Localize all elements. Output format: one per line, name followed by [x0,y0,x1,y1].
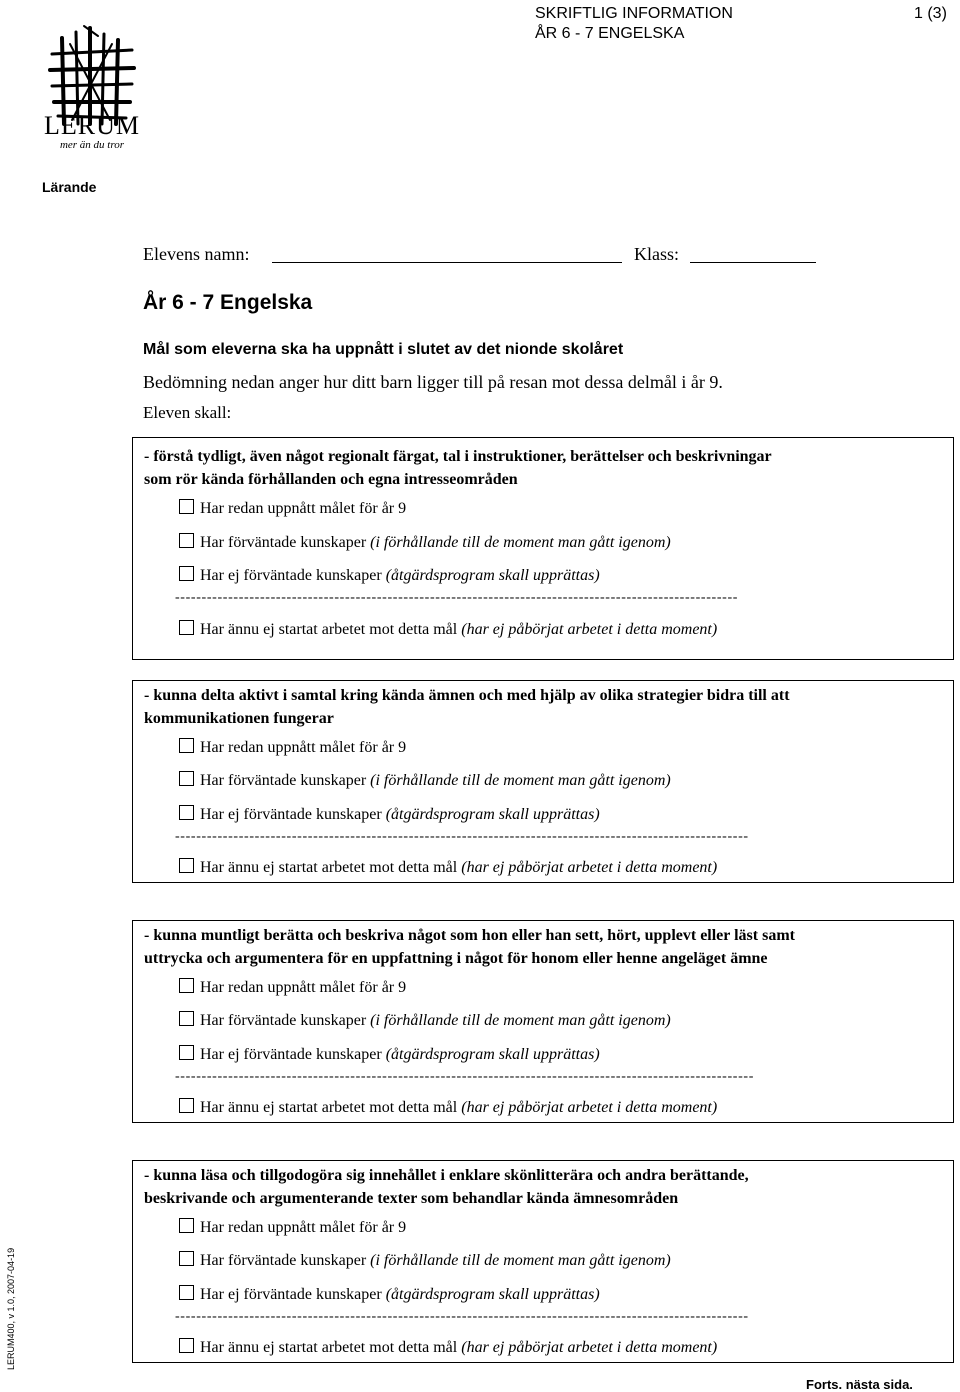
option-label: Har ännu ej startat arbetet mot detta mål [200,1099,458,1116]
option-label: Har redan uppnått målet för år 9 [200,1219,407,1236]
checkbox[interactable] [179,738,194,753]
option-label: Har ej förväntade kunskaper [200,1286,382,1303]
goal-box [132,680,954,883]
header-subject: ÅR 6 - 7 ENGELSKA [535,25,685,42]
option-not-expected[interactable] [179,1045,600,1064]
option-label: Har ej förväntade kunskaper [200,806,382,823]
option-label: Har ej förväntade kunskaper [200,567,382,584]
option-note: (har ej påbörjat arbetet i detta moment) [461,1339,718,1356]
goal-text-line: - kunna delta aktivt i samtal kring kända ämnen och med hjälp av olika strategier bidra till att [144,687,790,704]
option-label: Har ännu ej startat arbetet mot detta mål [200,1339,458,1356]
checkbox[interactable] [179,1011,194,1026]
option-reached[interactable] [179,499,406,518]
class-field[interactable] [690,262,816,263]
goal-text-line: - förstå tydligt, även något regionalt färgat, tal i instruktioner, berättelser och beskrivningar [144,448,772,465]
checkbox[interactable] [179,1045,194,1060]
checkbox[interactable] [179,1338,194,1353]
page-number: 1 (3) [914,5,947,22]
goal-text [144,445,949,491]
separator: ---------------------------------------------------------------------------------------------------------- [175,590,739,605]
goal-text-line: - kunna läsa och tillgodogöra sig innehållet i enklare skönlitterära och andra berättande, [144,1167,749,1184]
student-name-label: Elevens namn: [143,244,250,264]
checkbox[interactable] [179,1218,194,1233]
option-label: Har förväntade kunskaper [200,772,367,789]
goal-text-line: - kunna muntligt berätta och beskriva något som hon eller han sett, hört, upplevt eller läst samt [144,927,795,944]
goal-text-line: som rör kända förhållanden och egna intresseområden [144,471,518,488]
checkbox[interactable] [179,533,194,548]
option-label: Har ännu ej startat arbetet mot detta mål [200,621,458,638]
option-note: (i förhållande till de moment man gått igenom) [370,1012,671,1029]
checkbox[interactable] [179,805,194,820]
option-reached[interactable] [179,1218,406,1237]
option-note: (har ej påbörjat arbetet i detta moment) [461,859,718,876]
option-expected[interactable] [179,1251,671,1270]
option-not-expected[interactable] [179,805,600,824]
option-label: Har ej förväntade kunskaper [200,1046,382,1063]
goal-box [132,1160,954,1363]
goal-text [144,1164,949,1210]
checkbox[interactable] [179,1098,194,1113]
assessment-note: Bedömning nedan anger hur ditt barn ligger till på resan mot dessa delmål i år 9. [143,372,723,392]
checkbox[interactable] [179,620,194,635]
option-reached[interactable] [179,978,406,997]
form-version-note: LERUM400, v 1.0, 2007-04-19 [6,1247,16,1370]
goal-text [144,684,949,730]
option-expected[interactable] [179,533,671,552]
checkbox[interactable] [179,1285,194,1300]
header-doc-type: SKRIFTLIG INFORMATION [535,5,733,22]
checkbox[interactable] [179,858,194,873]
option-not-expected[interactable] [179,566,600,585]
goal-text-line: beskrivande och argumenterande texter som behandlar kända ämnesområden [144,1190,679,1207]
student-shall-label: Eleven skall: [143,403,232,422]
checkbox[interactable] [179,566,194,581]
option-label: Har förväntade kunskaper [200,1012,367,1029]
option-not-started[interactable] [179,1098,717,1117]
goal-text-line: uttrycka och argumentera för en uppfattning i något för honom eller henne angeläget ämne [144,950,768,967]
option-note: (har ej påbörjat arbetet i detta moment) [461,1099,718,1116]
option-expected[interactable] [179,1011,671,1030]
option-note: (åtgärdsprogram skall upprättas) [385,567,600,584]
page-title: År 6 - 7 Engelska [143,291,313,314]
class-label: Klass: [634,244,679,264]
checkbox[interactable] [179,771,194,786]
option-note: (åtgärdsprogram skall upprättas) [385,1286,600,1303]
goal-text [144,924,949,970]
checkbox[interactable] [179,978,194,993]
option-note: (i förhållande till de moment man gått igenom) [370,772,671,789]
option-note: (i förhållande till de moment man gått igenom) [370,534,671,551]
student-name-field[interactable] [272,262,622,263]
option-label: Har redan uppnått målet för år 9 [200,979,407,996]
logo-tagline: mer än du tror [59,139,125,151]
option-not-started[interactable] [179,858,717,877]
goal-box [132,920,954,1123]
checkbox[interactable] [179,1251,194,1266]
separator: ------------------------------------------------------------------------------------------------------------- [175,1069,755,1084]
goal-box [132,437,954,660]
goal-heading: Mål som eleverna ska ha uppnått i slutet av det nionde skolåret [143,341,624,358]
goal-text-line: kommunikationen fungerar [144,710,334,727]
option-label: Har förväntade kunskaper [200,534,367,551]
option-note: (åtgärdsprogram skall upprättas) [385,1046,600,1063]
option-not-started[interactable] [179,620,717,639]
option-label: Har redan uppnått målet för år 9 [200,739,407,756]
logo-wordmark: LERUM [44,111,140,140]
option-label: Har förväntade kunskaper [200,1252,367,1269]
separator: ------------------------------------------------------------------------------------------------------------ [175,1309,749,1324]
option-expected[interactable] [179,771,671,790]
option-note: (åtgärdsprogram skall upprättas) [385,806,600,823]
separator: ------------------------------------------------------------------------------------------------------------ [175,829,749,844]
option-label: Har redan uppnått målet för år 9 [200,500,407,517]
checkbox[interactable] [179,499,194,514]
option-note: (i förhållande till de moment man gått igenom) [370,1252,671,1269]
option-note: (har ej påbörjat arbetet i detta moment) [461,621,718,638]
option-not-expected[interactable] [179,1285,600,1304]
option-not-started[interactable] [179,1338,717,1357]
section-label: Lärande [42,179,97,195]
option-label: Har ännu ej startat arbetet mot detta mål [200,859,458,876]
option-reached[interactable] [179,738,406,757]
continue-note: Forts. nästa sida. [806,1377,913,1392]
